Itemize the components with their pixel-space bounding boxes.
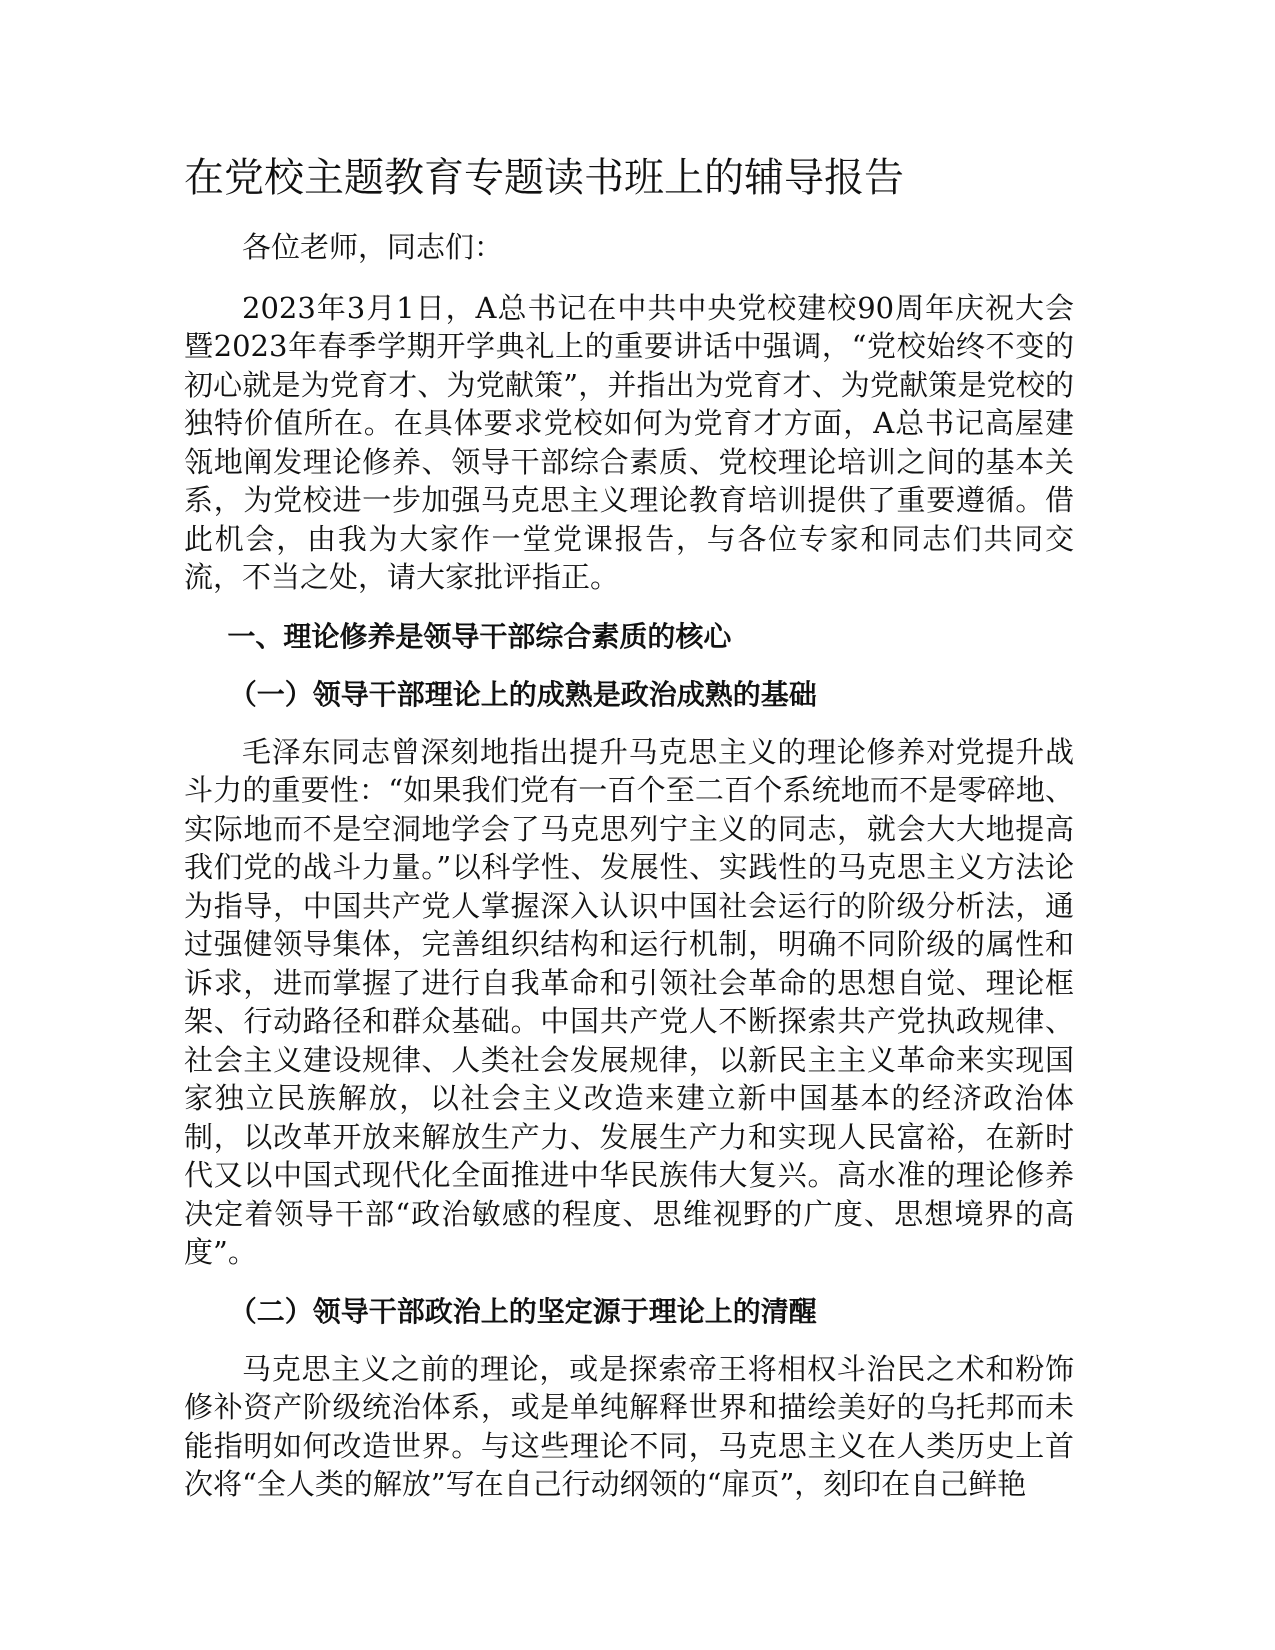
section-heading-1: 一、理论修养是领导干部综合素质的核心 bbox=[227, 619, 732, 653]
subsection-2-paragraph: 马克思主义之前的理论，或是探索帝王将相权斗治民之术和粉饰修补资产阶级统治体系，或是单纯解释世界和描绘美好的乌托邦而未能指明如何改造世界。与这些理论不同，马克思主义在人类历史上首次将“全人类的解放”写在自己行动纲领的“扉页”，刻印在自己鲜艳 bbox=[184, 1351, 1074, 1501]
document-title: 在党校主题教育专题读书班上的辅导报告 bbox=[184, 155, 904, 201]
intro-paragraph: 2023年3月1日，A总书记在中共中央党校建校90周年庆祝大会暨2023年春季学期开学典礼上的重要讲话中强调，“党校始终不变的初心就是为党育才、为党献策”，并指出为党育才、为党献策是党校的独特价值所在。在具体要求党校如何为党育才方面，A总书记高屋建瓴地阐发理论修养、领导干部综合素质、党校理论培训之间的基本关系，为党校进一步加强马克思主义理论教育培训提供了重要遵循。借此机会，由我为大家作一堂党课报告，与各位专家和同志们共同交流，不当之处，请大家批评指正。 bbox=[184, 290, 1074, 594]
subsection-heading-2: （二）领导干部政治上的坚定源于理论上的清醒 bbox=[228, 1294, 817, 1328]
document-page bbox=[184, 150, 1074, 1524]
subsection-heading-1: （一）领导干部理论上的成熟是政治成熟的基础 bbox=[228, 677, 817, 711]
subsection-1-paragraph: 毛泽东同志曾深刻地指出提升马克思主义的理论修养对党提升战斗力的重要性：“如果我们党有一百个至二百个系统地而不是零碎地、实际地而不是空洞地学会了马克思列宁主义的同志，就会大大地提高我们党的战斗力量。”以科学性、发展性、实践性的马克思主义方法论为指导，中国共产党人掌握深入认识中国社会运行的阶级分析法，通过强健领导集体，完善组织结构和运行机制，明确不同阶级的属性和诉求，进而掌握了进行自我革命和引领社会革命的思想自觉、理论框架、行动路径和群众基础。中国共产党人不断探索共产党执政规律、社会主义建设规律、人类社会发展规律，以新民主主义革命来实现国家独立民族解放，以社会主义改造来建立新中国基本的经济政治体制，以改革开放来解放生产力、发展生产力和实现人民富裕，在新时代又以中国式现代化全面推进中华民族伟大复兴。高水准的理论修养决定着领导干部“政治敏感的程度、思维视野的广度、思想境界的高度”。 bbox=[184, 734, 1074, 1269]
greeting: 各位老师，同志们： bbox=[242, 230, 504, 264]
